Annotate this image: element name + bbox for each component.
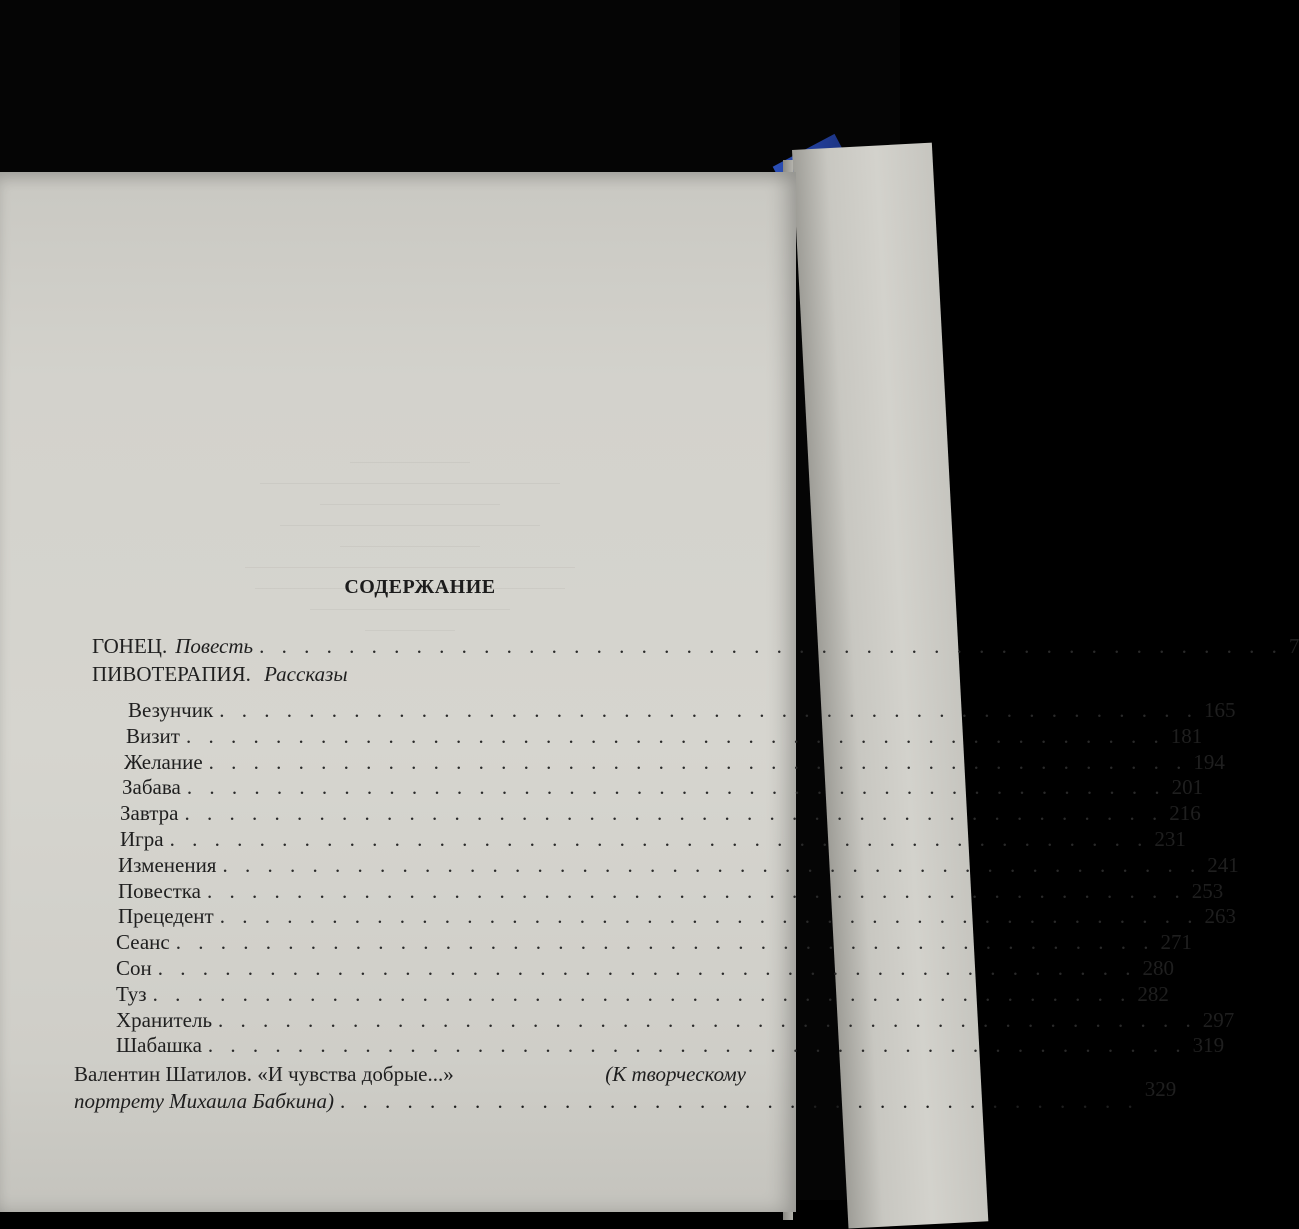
story-page: 319 (1192, 1033, 1225, 1058)
leader-dots: . . . . . . . . . . . . . . . . . . . . . . . . . . . . . . . . . . . . . . . . . . . . (208, 749, 1188, 774)
entry-subtitle: Повесть (175, 634, 254, 658)
toc-entry-story (116, 956, 1174, 981)
leader-dots: . . . . . . . . . . . . . . . . . . . . . . . . . . . . . . . . . . . . . . . . . . . . . . (259, 634, 1283, 658)
story-title: Прецедент (118, 904, 214, 929)
toc-entry-story (122, 775, 1204, 800)
leader-dots: . . . . . . . . . . . . . . . . . . . . . . . . . . . . . . . . . . . . . . . . . . . . (186, 775, 1166, 800)
story-title: Желание (124, 749, 203, 774)
toc-entry-story (120, 801, 1201, 826)
story-page: 280 (1142, 956, 1174, 980)
story-page: 165 (1203, 698, 1236, 722)
section-subtitle: Рассказы (264, 662, 348, 686)
story-title: Хранитель (116, 1007, 213, 1032)
afterword-subtitle-part1: (К творческому (605, 1062, 746, 1086)
story-title: Визит (126, 723, 180, 748)
toc-entry-story (120, 827, 1186, 852)
story-title: Туз (116, 981, 147, 1006)
afterword-page: 329 (1144, 1077, 1177, 1101)
story-page: 201 (1171, 775, 1204, 800)
leader-dots: . . . . . . . . . . . . . . . . . . . . . . . . . . . . . . . . . . . . . . . . . . . . (185, 723, 1165, 748)
leader-dots: . . . . . . . . . . . . . . . . . . . . . . . . . . . . . . . . . . . . . . . . . . . . (207, 878, 1186, 903)
story-page: 216 (1169, 801, 1201, 826)
story-page: 253 (1191, 878, 1224, 903)
story-page: 263 (1204, 904, 1236, 929)
leader-dots: . . . . . . . . . . . . . . . . . . . . . . . . . . . . . . . . . . . . . . . . . . . . (152, 981, 1132, 1006)
story-title: Завтра (120, 801, 179, 826)
story-page: 297 (1202, 1007, 1235, 1032)
story-page: 282 (1137, 981, 1169, 1006)
toc-entry-story (116, 1007, 1235, 1033)
story-title: Везунчик (128, 698, 214, 722)
toc-section-pivoterapiya (92, 662, 348, 687)
leader-dots: . . . . . . . . . . . . . . . . . . . . . . . . . . . . . . . . . . . . . . . . . . . . (218, 1007, 1197, 1032)
toc-entry-afterword (74, 1062, 1177, 1114)
entry-title: ГОНЕЦ. (92, 634, 168, 658)
toc-entry-story (118, 904, 1236, 929)
section-title: ПИВОТЕРАПИЯ. (92, 662, 251, 686)
table-of-contents (0, 172, 1299, 1212)
leader-dots: . . . . . . . . . . . . . . . . . . . . . . . . . . . . . . . . . . . . . . . . . . . . (175, 930, 1155, 955)
toc-entry-story (118, 852, 1239, 878)
toc-entry-story (118, 878, 1224, 904)
toc-entry-story (124, 749, 1225, 775)
story-title: Повестка (118, 878, 202, 903)
left-page (0, 172, 1299, 1212)
story-page: 241 (1207, 852, 1239, 877)
story-title: Изменения (118, 852, 217, 877)
story-title: Забава (122, 775, 181, 800)
leader-dots: . . . . . . . . . . . . . . . . . . . . . . . . . . . . . . . . . . . . (340, 1089, 1139, 1113)
toc-heading: СОДЕРЖАНИЕ (344, 576, 496, 598)
toc-entry-story (116, 1033, 1225, 1058)
toc-entry-gonets (92, 634, 1299, 659)
afterword-title: Валентин Шатилов. «И чувства добрые...» (74, 1062, 454, 1086)
afterword-subtitle-part2: портрету Михаила Бабкина) (74, 1089, 335, 1113)
story-title: Игра (120, 827, 164, 851)
story-title: Сон (116, 956, 152, 980)
leader-dots: . . . . . . . . . . . . . . . . . . . . . . . . . . . . . . . . . . . . . . . . . . . . (184, 801, 1164, 826)
story-page: 231 (1154, 827, 1186, 851)
leader-dots: . . . . . . . . . . . . . . . . . . . . . . . . . . . . . . . . . . . . . . . . . . . . (219, 698, 1198, 722)
leader-dots: . . . . . . . . . . . . . . . . . . . . . . . . . . . . . . . . . . . . . . . . . . . . (207, 1033, 1187, 1058)
story-title: Сеанс (116, 930, 170, 955)
leader-dots: . . . . . . . . . . . . . . . . . . . . . . . . . . . . . . . . . . . . . . . . . . . . (219, 904, 1199, 929)
toc-entry-story (116, 981, 1169, 1007)
story-page: 271 (1160, 930, 1192, 955)
right-page (792, 143, 988, 1229)
leader-dots: . . . . . . . . . . . . . . . . . . . . . . . . . . . . . . . . . . . . . . . . . . . . (222, 852, 1202, 877)
leader-dots: . . . . . . . . . . . . . . . . . . . . . . . . . . . . . . . . . . . . . . . . . . . . (169, 827, 1149, 851)
toc-entry-story (128, 698, 1236, 723)
leader-dots: . . . . . . . . . . . . . . . . . . . . . . . . . . . . . . . . . . . . . . . . . . . . (157, 956, 1137, 980)
story-page: 181 (1170, 723, 1203, 748)
story-page: 194 (1193, 749, 1225, 774)
toc-entry-story (116, 930, 1192, 955)
entry-page: 7 (1288, 634, 1299, 658)
story-title: Шабашка (116, 1033, 202, 1058)
toc-entry-story (126, 723, 1203, 749)
